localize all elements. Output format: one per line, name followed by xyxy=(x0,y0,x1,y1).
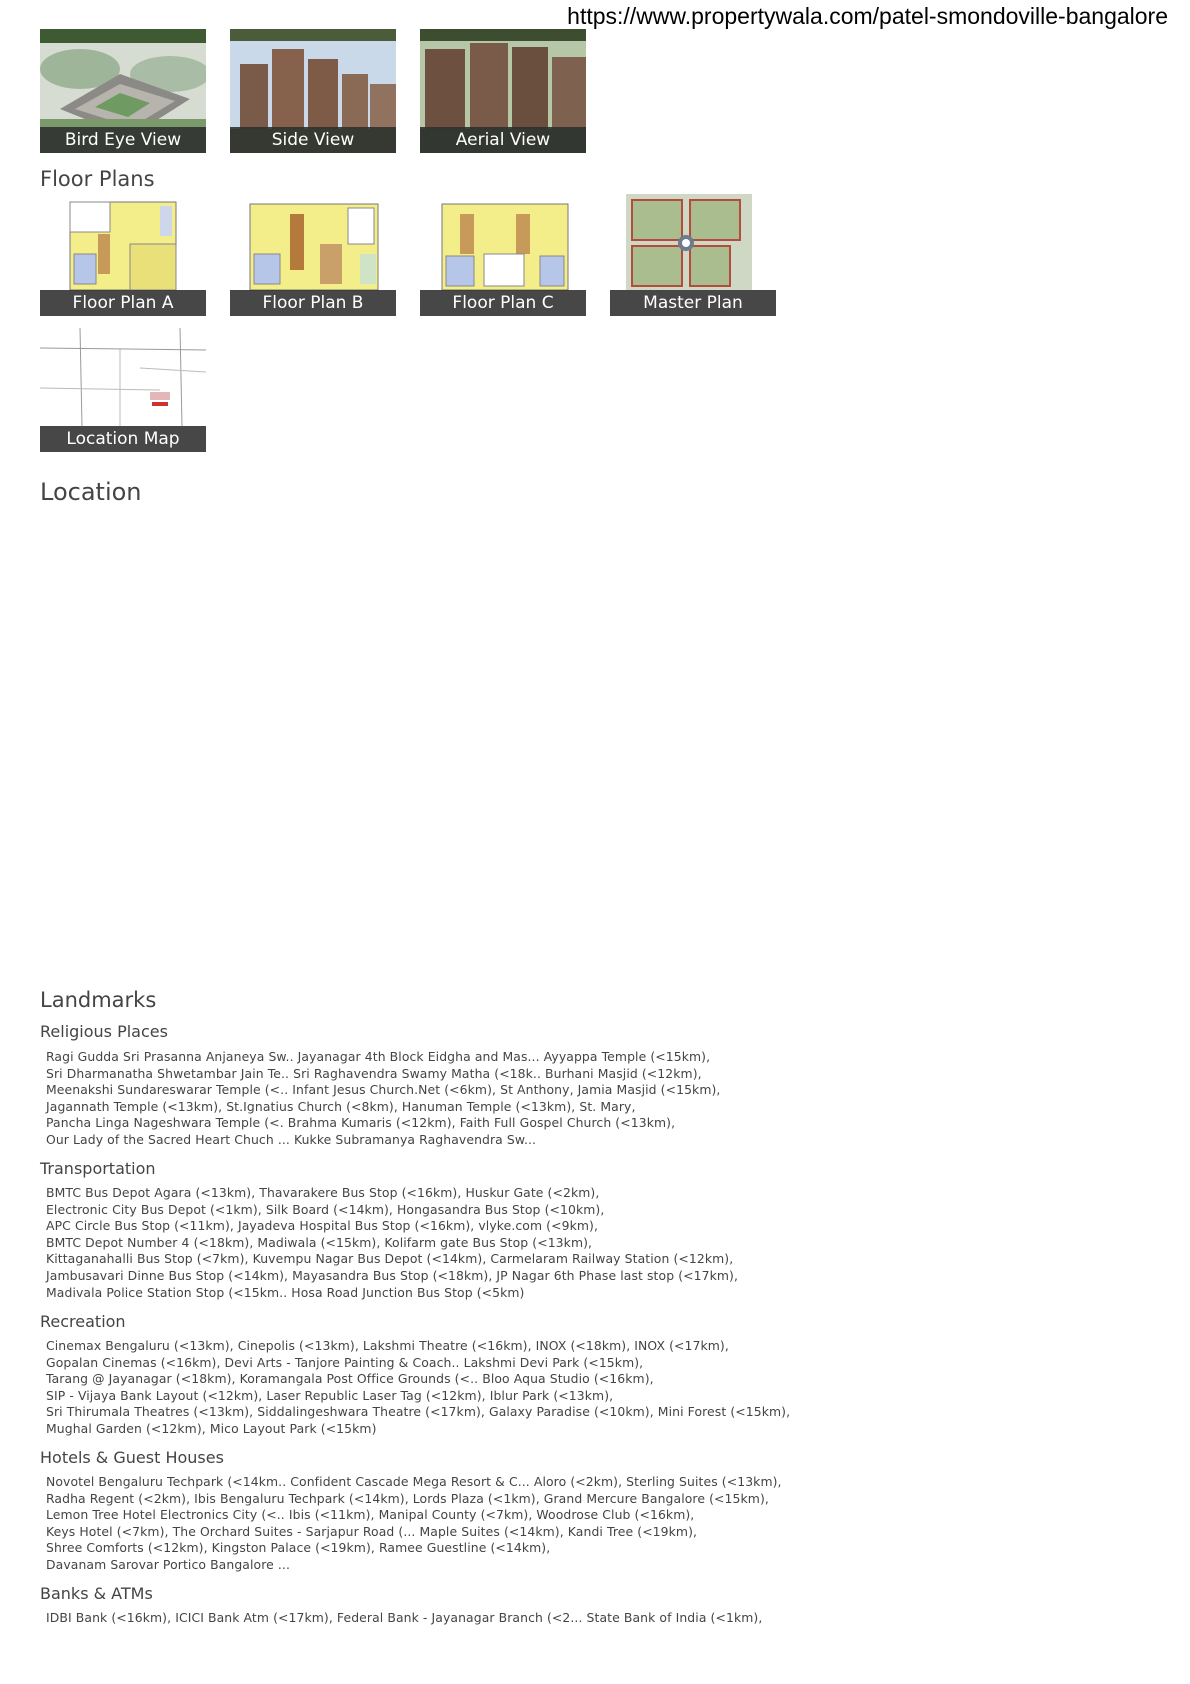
list-item: Jagannath Temple (<13km), St.Ignatius Church (<8km), Hanuman Temple (<13km), St. Mary, xyxy=(46,1098,636,1114)
religious-places-list xyxy=(46,1049,806,1149)
floor-plan-a[interactable] xyxy=(40,194,206,316)
floor-plans-title: Floor Plans xyxy=(40,167,155,191)
banks-list xyxy=(46,1610,806,1627)
list-item: Mughal Garden (<12km), Mico Layout Park (<15km) xyxy=(46,1420,377,1436)
page-url[interactable]: https://www.propertywala.com/patel-smondoville-bangalore xyxy=(567,3,1168,29)
list-item: Pancha Linga Nageshwara Temple (<. Brahma Kumaris (<12km), Faith Full Gospel Church (<13km), xyxy=(46,1115,676,1131)
list-item: Sri Dharmanatha Shwetambar Jain Te.. Sri Raghavendra Swamy Matha (<18k.. Burhani Masjid (<12km), xyxy=(46,1065,702,1081)
list-item: IDBI Bank (<16km), ICICI Bank Atm (<17km), Federal Bank - Jayanagar Branch (<2... State Bank of India (<1km), xyxy=(46,1610,763,1625)
list-item: BMTC Bus Depot Agara (<13km), Thavarakere Bus Stop (<16km), Huskur Gate (<2km), xyxy=(46,1185,600,1200)
list-item: Cinemax Bengaluru (<13km), Cinepolis (<13km), Lakshmi Theatre (<16km), INOX (<18km), INOX (<17km), xyxy=(46,1338,729,1353)
transportation-list xyxy=(46,1185,806,1301)
religious-places-title: Religious Places xyxy=(40,1022,168,1041)
list-item: SIP - Vijaya Bank Layout (<12km), Laser Republic Laser Tag (<12km), Iblur Park (<13km), xyxy=(46,1387,614,1403)
floor-plan-caption: Master Plan xyxy=(610,290,776,316)
list-item: Sri Thirumala Theatres (<13km), Siddalingeshwara Theatre (<17km), Galaxy Paradise (<10km), Mini Forest (<15km), xyxy=(46,1404,791,1420)
floor-plan-caption: Floor Plan B xyxy=(230,290,396,316)
gallery-bird-eye-view[interactable] xyxy=(40,29,206,153)
list-item: Radha Regent (<2km), Ibis Bengaluru Techpark (<14km), Lords Plaza (<1km), Grand Mercure Bangalore (<15km), xyxy=(46,1490,769,1506)
list-item: Ragi Gudda Sri Prasanna Anjaneya Sw.. Jayanagar 4th Block Eidgha and Mas... Ayyappa Temple (<15km), xyxy=(46,1049,711,1064)
list-item: Tarang @ Jayanagar (<18km), Koramangala Post Office Grounds (<.. Bloo Aqua Studio (<16km), xyxy=(46,1371,654,1387)
location-title: Location xyxy=(40,478,142,506)
recreation-list xyxy=(46,1338,806,1438)
location-map-caption: Location Map xyxy=(40,426,206,452)
location-map[interactable] xyxy=(40,328,206,452)
list-item: Jambusavari Dinne Bus Stop (<14km), Mayasandra Bus Stop (<18km), JP Nagar 6th Phase last stop (<17km), xyxy=(46,1267,738,1283)
list-item: Novotel Bengaluru Techpark (<14km.. Confident Cascade Mega Resort & C... Aloro (<2km), Sterling Suites (<13km), xyxy=(46,1474,782,1489)
list-item: Our Lady of the Sacred Heart Chuch ... Kukke Subramanya Raghavendra Sw... xyxy=(46,1131,537,1147)
list-item: Davanam Sarovar Portico Bangalore ... xyxy=(46,1556,290,1572)
list-item: Keys Hotel (<7km), The Orchard Suites - Sarjapur Road (... Maple Suites (<14km), Kandi Tree (<19km), xyxy=(46,1523,698,1539)
list-item: Gopalan Cinemas (<16km), Devi Arts - Tanjore Painting & Coach.. Lakshmi Devi Park (<15km), xyxy=(46,1354,644,1370)
gallery-caption: Side View xyxy=(230,127,396,153)
list-item: Meenakshi Sundareswarar Temple (<.. Infant Jesus Church.Net (<6km), St Anthony, Jamia Masjid (<15km), xyxy=(46,1082,721,1098)
list-item: Shree Comforts (<12km), Kingston Palace (<19km), Ramee Guestline (<14km), xyxy=(46,1540,551,1556)
list-item: Electronic City Bus Depot (<1km), Silk Board (<14km), Hongasandra Bus Stop (<10km), xyxy=(46,1201,605,1217)
gallery-aerial-view[interactable] xyxy=(420,29,586,153)
floor-plan-c[interactable] xyxy=(420,194,586,316)
list-item: Lemon Tree Hotel Electronics City (<.. Ibis (<11km), Manipal County (<7km), Woodrose Club (<16km), xyxy=(46,1507,695,1523)
hotels-list xyxy=(46,1474,806,1574)
floor-plan-caption: Floor Plan C xyxy=(420,290,586,316)
gallery-caption: Bird Eye View xyxy=(40,127,206,153)
list-item: APC Circle Bus Stop (<11km), Jayadeva Hospital Bus Stop (<16km), vlyke.com (<9km), xyxy=(46,1218,599,1234)
banks-title: Banks & ATMs xyxy=(40,1584,153,1603)
list-item: Madivala Police Station Stop (<15km.. Hosa Road Junction Bus Stop (<5km) xyxy=(46,1284,525,1300)
gallery-caption: Aerial View xyxy=(420,127,586,153)
floor-plan-caption: Floor Plan A xyxy=(40,290,206,316)
list-item: Kittaganahalli Bus Stop (<7km), Kuvempu Nagar Bus Depot (<14km), Carmelaram Railway Station (<12km), xyxy=(46,1251,734,1267)
floor-plan-b[interactable] xyxy=(230,194,396,316)
transportation-title: Transportation xyxy=(40,1159,156,1178)
master-plan[interactable] xyxy=(610,194,776,316)
recreation-title: Recreation xyxy=(40,1312,126,1331)
gallery-side-view[interactable] xyxy=(230,29,396,153)
list-item: BMTC Depot Number 4 (<18km), Madiwala (<15km), Kolifarm gate Bus Stop (<13km), xyxy=(46,1234,593,1250)
hotels-title: Hotels & Guest Houses xyxy=(40,1448,224,1467)
landmarks-title: Landmarks xyxy=(40,988,157,1012)
